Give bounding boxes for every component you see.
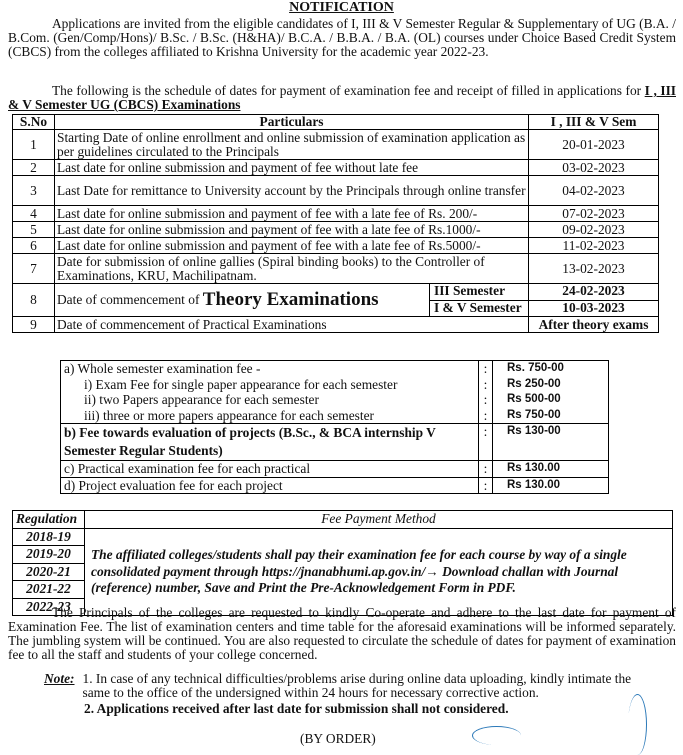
schedule-row: [13, 238, 659, 254]
colon: :: [483, 392, 488, 407]
note-item-2: 2. Applications received after last date for submission shall not considered.: [84, 701, 509, 716]
fee-label: [61, 361, 479, 424]
row-particulars: Starting Date of online enrollment and online submission of examination application as per guidelines circulated to the Principals: [55, 130, 529, 160]
schedule-row: [13, 254, 659, 284]
regulation-year: 2020-21: [13, 563, 85, 581]
date-i-v: 10-03-2023: [562, 299, 625, 315]
row-date: 09-02-2023: [529, 222, 659, 238]
row-particulars: Last date for online submission and payment of fee without late fee: [55, 160, 529, 176]
fee-colon: [479, 361, 493, 424]
schedule-row: [13, 130, 659, 160]
semester-split: [429, 284, 528, 316]
fee-row-c: [61, 461, 609, 478]
fee-colon: :: [479, 477, 493, 494]
row-date: 11-02-2023: [529, 238, 659, 254]
by-order: (BY ORDER): [300, 731, 376, 746]
fee-table: [60, 360, 609, 494]
regulation-header-right: Fee Payment Method: [85, 511, 673, 529]
schedule-row: [13, 222, 659, 238]
fee-amount: Rs 130.00: [493, 477, 609, 494]
amount: Rs 500-00: [507, 393, 561, 405]
row-particulars: [55, 284, 529, 317]
theory-examinations: Theory Examinations: [202, 289, 379, 311]
row-sno: 5: [13, 222, 55, 238]
row-sno: 8: [13, 284, 55, 317]
regulation-table: [12, 510, 673, 616]
schedule-header-row: [13, 115, 659, 130]
semester-i-v: I & V Semester: [434, 299, 522, 315]
row-date: 20-01-2023: [529, 130, 659, 160]
fee-a-item: ii) two Papers appearance for each semester: [84, 392, 319, 407]
fee-amount: Rs 130-00: [493, 424, 609, 461]
amount: Rs. 750-00: [507, 362, 564, 374]
row-sno: 2: [13, 160, 55, 176]
schedule-row: [13, 206, 659, 222]
date-iii: 24-02-2023: [529, 284, 658, 301]
signature-stroke: [628, 694, 647, 755]
row-date: 13-02-2023: [529, 254, 659, 284]
row-date: After theory exams: [529, 317, 659, 333]
intro-paragraph: Applications are invited from the eligible candidates of I, III & V Semester Regular & Supplementary of UG (B.A. / B.Com. (Gen/Comp/Hons)/ B.Sc. / B.Sc. (H&HA)/ B.C.A. / B.B.A. / B.A. (OL) courses under Choice Based Credit System (CBCS) from the colleges affiliated to Krishna University for the academic year 2022-23.: [8, 16, 676, 59]
schedule-table: [12, 114, 659, 333]
semester-iii: III Semester: [430, 284, 528, 301]
schedule-intro-text: The following is the schedule of dates for payment of examination fee and receipt of filled in applications for: [52, 83, 642, 98]
note-label: Note:: [44, 671, 75, 686]
theory-prefix: Date of commencement of: [57, 292, 200, 308]
row-date: 03-02-2023: [529, 160, 659, 176]
fee-colon: :: [479, 424, 493, 461]
fee-a-title: a) Whole semester examination fee -: [64, 361, 261, 376]
page-title: NOTIFICATION: [289, 0, 394, 15]
row-date: 04-02-2023: [529, 176, 659, 206]
row-particulars: Last date for online submission and payment of fee with a late fee of Rs. 200/-: [55, 206, 529, 222]
schedule-intro-exam: I , III & V Semester UG (CBCS) Examinations: [8, 83, 676, 112]
payment-method: The affiliated colleges/students shall pay their examination fee for each course by way of a single consolidated payment through https://jnanabhumi.ap.gov.in/→ Download challan with Journal (reference) number, Save and Print the Pre-Acknowledgement Form in PDF.: [85, 528, 673, 616]
fee-label: d) Project evaluation fee for each project: [61, 477, 479, 494]
note-item-1: 1. In case of any technical difficulties/problems arise during online data uploading, kindly intimate the same to the office of the undersigned within 24 hours for necessary corrective action.: [82, 671, 632, 700]
schedule-row: [13, 160, 659, 176]
regulation-year: 2019-20: [13, 546, 85, 564]
row-date: 07-02-2023: [529, 206, 659, 222]
header-particulars: Particulars: [55, 115, 529, 130]
fee-a-item: iii) three or more papers appearance for each semester: [84, 407, 374, 423]
fee-colon: :: [479, 461, 493, 478]
row-sno: 4: [13, 206, 55, 222]
regulation-header: [13, 511, 673, 529]
schedule-intro: [8, 84, 676, 112]
row-particulars: Date of commencement of Practical Examinations: [55, 317, 529, 333]
fee-a-item: i) Exam Fee for single paper appearance for each semester: [84, 376, 398, 392]
amount: Rs 750-00: [507, 408, 561, 421]
amount: Rs 250-00: [507, 377, 561, 390]
row-particulars: Last Date for remittance to University account by the Principals through online transfer: [55, 176, 529, 206]
row-particulars: Date for submission of online gallies (Spiral binding books) to the Controller of Examinations, KRU, Machilipatnam.: [55, 254, 529, 284]
note-section: [44, 671, 674, 746]
fee-label: c) Practical examination fee for each practical: [61, 461, 479, 478]
row-date: [529, 284, 659, 317]
schedule-row-theory: [13, 284, 659, 317]
closing-paragraph: The Principals of the colleges are requested to kindly Co-operate and adhere to the last date for payment of Examination Fee. The list of examination centers and time table for the aforesaid examinations will be informed separately. The jumbling system will be continued. You are also requested to circulate the schedule of dates for payment of examination fee to all the staff and students of your college concerned.: [8, 605, 676, 662]
schedule-row: [13, 176, 659, 206]
row-sno: 3: [13, 176, 55, 206]
colon: :: [483, 361, 488, 376]
colon: :: [483, 407, 488, 423]
row-particulars: Last date for online submission and payment of fee with a late fee of Rs.1000/-: [55, 222, 529, 238]
colon: :: [483, 376, 488, 392]
regulation-year: 2022-23: [13, 598, 85, 616]
row-sno: 1: [13, 130, 55, 160]
fee-row-b: [61, 424, 609, 461]
fee-row-a: [61, 361, 609, 424]
fee-label: b) Fee towards evaluation of projects (B.Sc., & BCA internship V Semester Regular Students): [61, 424, 479, 461]
fee-row-d: [61, 477, 609, 494]
fee-amount: [493, 361, 609, 424]
header-sno: S.No: [13, 115, 55, 130]
schedule-row: [13, 317, 659, 333]
regulation-year: 2018-19: [13, 528, 85, 546]
row-sno: 7: [13, 254, 55, 284]
fee-amount: Rs 130.00: [493, 461, 609, 478]
row-sno: 6: [13, 238, 55, 254]
row-particulars: Last date for online submission and payment of fee with a late fee of Rs.5000/-: [55, 238, 529, 254]
theory-label: [55, 284, 429, 316]
regulation-row: [13, 528, 673, 546]
header-sem: I , III & V Sem: [529, 115, 659, 130]
row-sno: 9: [13, 317, 55, 333]
regulation-header-left: Regulation: [13, 511, 85, 529]
regulation-year: 2021-22: [13, 581, 85, 599]
